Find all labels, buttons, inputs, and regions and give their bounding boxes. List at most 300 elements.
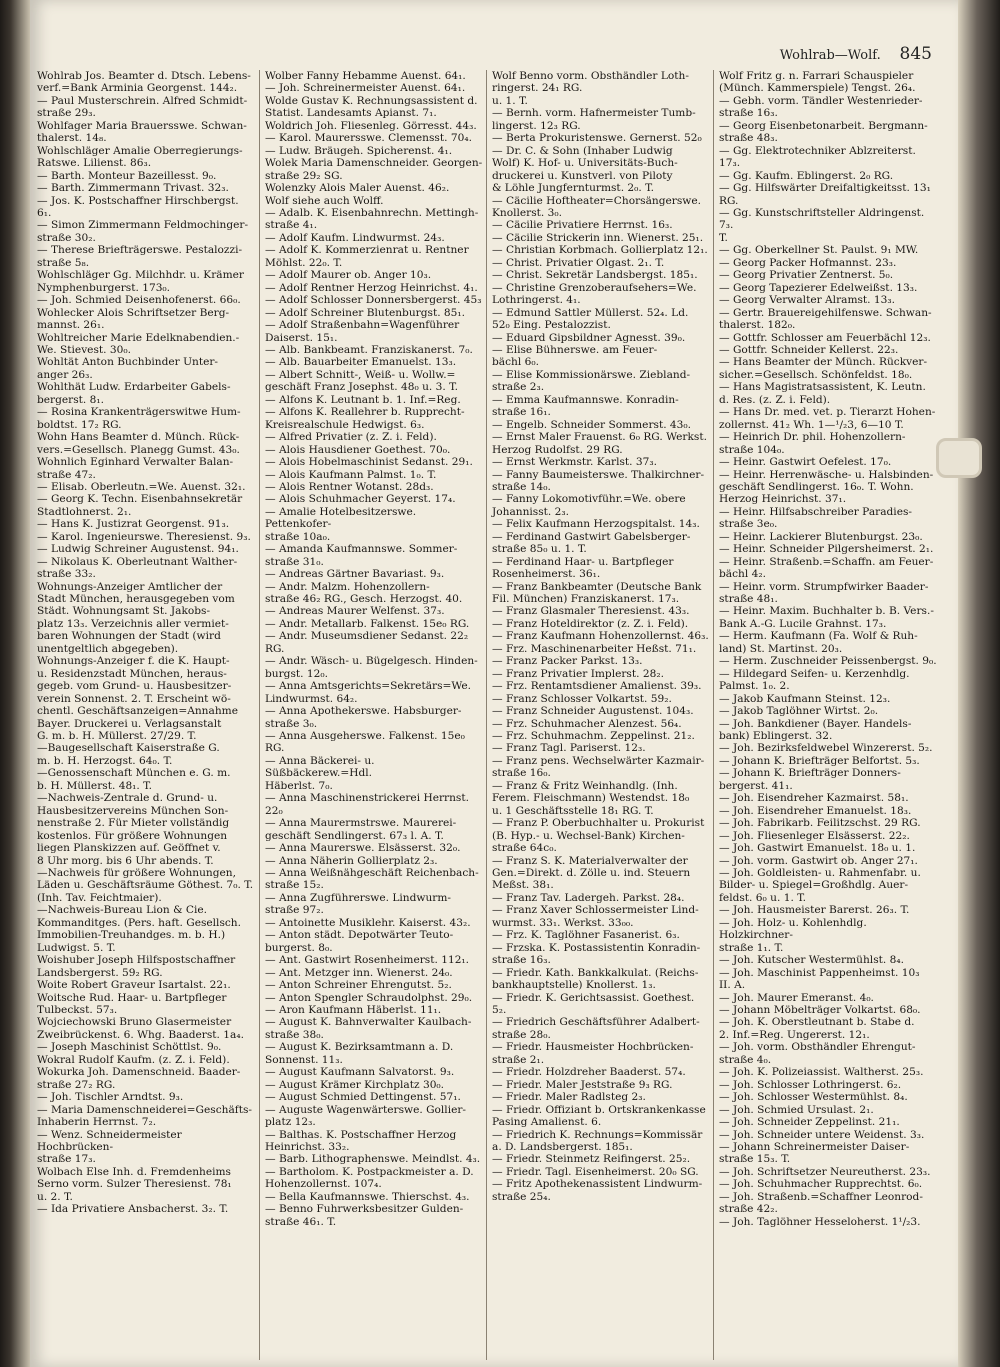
- directory-line: Herzog Rudolfst. 29 RG.: [492, 443, 623, 456]
- directory-line: Wolek Maria Damenschneider. Georgen-: [265, 157, 483, 170]
- directory-line: — Franz Tagl. Pariserst. 12₃.: [492, 742, 646, 755]
- directory-line: 52₀ Eing. Pestalozzist.: [492, 319, 611, 332]
- directory-line: — Friedr. Steinmetz Reifingerst. 25₂.: [492, 1153, 691, 1166]
- directory-line: Wojciechowski Bruno Glasermeister: [37, 1016, 232, 1029]
- directory-line: — Hans Beamter der Münch. Rückver-: [719, 356, 928, 369]
- directory-line: Wokurka Joh. Damenschneid. Baader-: [37, 1066, 241, 1079]
- directory-line: — Heinrich Dr. phil. Hohenzollern-: [719, 431, 906, 444]
- directory-line: — Adalb. K. Eisenbahnrechn. Mettingh-: [265, 206, 479, 219]
- directory-line: — Anna Weißnähgeschäft Reichenbach-: [265, 867, 479, 879]
- directory-line: straße 42₂.: [719, 1203, 778, 1216]
- directory-line: geschäft Sendlingerst. 67₃ l. A. T.: [265, 829, 444, 842]
- directory-line: — Bernh. vorm. Hafnermeister Tumb-: [492, 107, 696, 120]
- directory-line: Meßst. 38₁.: [492, 879, 554, 892]
- directory-line: — Cäcilie Privatiere Herrnst. 16₃.: [492, 219, 673, 232]
- directory-line: — Anton Spengler Schraudolphst. 29₀.: [265, 991, 473, 1004]
- directory-line: — Barth. Zimmermann Trivast. 32₃.: [37, 182, 229, 195]
- directory-line: druckerei u. Kunstverl. von Piloty: [492, 169, 673, 182]
- directory-line: straße 30₂.: [37, 231, 96, 244]
- directory-line: Wohlecker Alois Schriftsetzer Berg-: [37, 306, 230, 319]
- directory-line: Läden u. Geschäftsräume Göthest. 7₀. T.: [37, 879, 254, 892]
- directory-line: Bayer. Druckerei u. Verlagsanstalt: [37, 717, 222, 730]
- directory-line: & Löhle Jungfernturmst. 2₀. T.: [492, 182, 655, 195]
- directory-line: Johannisst. 2₃.: [492, 505, 570, 518]
- directory-line: — Joh. Schmied Deisenhofenerst. 66₀.: [37, 294, 241, 307]
- directory-line: — Alb. Bauarbeiter Emanuelst. 13₃.: [265, 356, 457, 369]
- directory-line: — Anna Näherin Gollierplatz 2₃.: [265, 854, 438, 867]
- directory-line: — Georg Privatier Zentnerst. 5₀.: [719, 269, 894, 282]
- directory-line: — Gottfr. Schneider Kellerst. 22₃.: [719, 343, 899, 356]
- directory-line: — Franz Hoteldirektor (z. Z. i. Feld).: [492, 617, 689, 630]
- column-3: [486, 70, 713, 1360]
- directory-line: — Gebh. vorm. Tändler Westenrieder-: [719, 94, 923, 107]
- directory-line: — Fritz Apothekenassistent Lindwurm-: [492, 1178, 703, 1191]
- directory-line: — Simon Zimmermann Feldmochinger-: [37, 219, 249, 232]
- directory-line: — Ferdinand Haar- u. Bartpfleger: [492, 555, 674, 568]
- directory-line: nenstraße 2. Für Mieter vollständig: [37, 817, 230, 830]
- directory-line: — Heinr. Straßenb.=Schaffn. am Feuer-: [719, 555, 934, 568]
- directory-line: Woitsche Rud. Haar- u. Bartpfleger: [37, 991, 227, 1004]
- directory-line: — Franz Bankbeamter (Deutsche Bank: [492, 580, 702, 593]
- directory-line: — Frz. K. Taglöhner Fasanerist. 6₃.: [492, 929, 680, 942]
- directory-line: — Joh. K. Polizeiassist. Waltherst. 25₃.: [719, 1066, 924, 1079]
- directory-line: Ratswe. Lilienst. 86₃.: [37, 157, 152, 170]
- directory-line: burgst. 12₀.: [265, 667, 328, 680]
- directory-line: zollernst. 41₂ Wh. 1—¹/₂3, 6—10 T.: [719, 418, 904, 431]
- directory-line: straße 1₁. T.: [719, 941, 784, 954]
- directory-line: straße 16₃.: [492, 954, 551, 967]
- directory-line: — Friedr. Maler Radlsteg 2₃.: [492, 1091, 646, 1104]
- directory-line: — Bella Kaufmannswe. Thierschst. 4₃.: [265, 1190, 470, 1203]
- directory-line: — Heinr. Maxim. Buchhalter b. B. Vers.-: [719, 605, 934, 618]
- directory-line: straße 2₃.: [492, 381, 545, 394]
- directory-line: straße 47₂.: [37, 468, 96, 481]
- directory-line: Woite Robert Graveur Isartalst. 22₁.: [37, 979, 231, 992]
- directory-line: — Fanny Baumeisterswe. Thalkirchner-: [492, 468, 705, 481]
- directory-line: Wolf Benno vorm. Obsthändler Loth-: [492, 70, 689, 82]
- directory-line: land) St. Martinst. 20₃.: [719, 642, 843, 655]
- directory-line: — Barb. Lithographenswe. Meindlst. 4₃.: [265, 1153, 481, 1166]
- directory-line: Stadtlohnerst. 2₁.: [37, 505, 132, 518]
- directory-line: — Gg. Oberkellner St. Paulst. 9₁ MW.: [719, 244, 919, 257]
- page-fore-edge: [958, 0, 1000, 1367]
- directory-line: straße 16₀.: [492, 767, 551, 780]
- directory-line: — Joh. Schneider Zeppelinst. 21₁.: [719, 1116, 900, 1129]
- directory-line: — Andr. Metallarb. Falkenst. 15e₀ RG.: [265, 617, 470, 630]
- directory-line: —Baugesellschaft Kaiserstraße G.: [37, 742, 220, 755]
- running-head: Wohlrab—Wolf.: [779, 48, 881, 63]
- directory-line: RG.: [719, 194, 739, 207]
- directory-line: straße 27₂ RG.: [37, 1078, 116, 1091]
- directory-line: — Friedr. Hausmeister Hochbrücken-: [492, 1041, 694, 1054]
- directory-line: — Edmund Sattler Müllerst. 52₄. Ld.: [492, 306, 689, 319]
- directory-line: — Franz pens. Wechselwärter Kazmair-: [492, 754, 705, 767]
- directory-line: — Adolf K. Kommerzienrat u. Rentner: [265, 244, 469, 257]
- directory-line: — Andreas Gärtner Bavariast. 9₃.: [265, 568, 445, 581]
- directory-line: — Adolf Rentner Herzog Heinrichst. 4₁.: [265, 281, 478, 294]
- directory-line: straße 48₁.: [719, 593, 778, 606]
- directory-line: —Nachweis-Bureau Lion & Cie.: [37, 904, 208, 917]
- directory-line: Woishuber Joseph Hilfspostschaffner: [37, 954, 236, 967]
- directory-line: — Herm. Kaufmann (Fa. Wolf & Ruh-: [719, 630, 918, 643]
- directory-line: — Anna Amtsgerichts=Sekretärs=We.: [265, 680, 472, 693]
- directory-line: G. m. b. H. Müllerst. 27/29. T.: [37, 730, 197, 743]
- directory-line: — Georg Packer Hofmannst. 23₃.: [719, 256, 897, 269]
- directory-line: RG.: [265, 642, 285, 655]
- directory-line: — Joh. vorm. Gastwirt ob. Anger 27₁.: [719, 854, 918, 867]
- directory-columns: [32, 70, 940, 1360]
- directory-line: — Ludwig Schreiner Augustenst. 94₁.: [37, 543, 239, 556]
- directory-line: — Joh. Goldleisten- u. Rahmenfabr. u.: [719, 867, 921, 879]
- directory-line: — Frzska. K. Postassistentin Konradin-: [492, 941, 701, 954]
- directory-line: 8 Uhr morg. bis 6 Uhr abends. T.: [37, 854, 214, 867]
- directory-line: Wohn Hans Beamter d. Münch. Rück-: [37, 431, 240, 444]
- directory-line: u. 1 Geschäftsstelle 18₁ RG. T.: [492, 804, 654, 817]
- directory-line: Wohnlich Eginhard Verwalter Balan-: [37, 456, 234, 469]
- directory-line: 2. Inf.=Reg. Ungererst. 12₁.: [719, 1028, 870, 1041]
- directory-line: Wolenzky Alois Maler Auenst. 46₂.: [265, 182, 450, 195]
- directory-line: boldtst. 17₂ RG.: [37, 418, 122, 431]
- directory-line: — Albert Schnitt-, Weiß- u. Wollw.=: [265, 368, 456, 381]
- directory-line: straße 16₁.: [492, 406, 551, 419]
- directory-line: bächl 4₂.: [719, 568, 766, 581]
- directory-line: — Johann Möbelträger Volkartst. 68₀.: [719, 1003, 921, 1016]
- directory-line: — Aron Kaufmann Häberlst. 11₁.: [265, 1003, 442, 1016]
- directory-line: straße 10a₀.: [265, 530, 331, 543]
- directory-line: wurmst. 33₁. Werkst. 33₀₀.: [492, 916, 634, 929]
- directory-line: — Jos. K. Postschaffner Hirschbergst. 6₁.: [37, 194, 239, 219]
- directory-line: Bank A.-G. Lucile Grahnst. 17₃.: [719, 617, 887, 630]
- directory-line: — Therese Briefträgerswe. Pestalozzi-: [37, 244, 243, 257]
- directory-line: Tulbeckst. 57₃.: [37, 1003, 118, 1016]
- directory-line: — Johann K. Briefträger Donners-: [719, 767, 901, 780]
- directory-line: platz 12₃.: [265, 1116, 316, 1129]
- column-4: [713, 70, 940, 1360]
- directory-line: — Anton Schreiner Ehrengutst. 5₂.: [265, 979, 452, 992]
- directory-line: — Friedr. Tagl. Eisenheimerst. 20₀ SG.: [492, 1165, 699, 1178]
- directory-line: bankhauptstelle) Knollerst. 1₃.: [492, 979, 656, 992]
- directory-line: straße 2₁.: [492, 1053, 545, 1066]
- directory-line: — Anton städt. Depotwärter Teuto-: [265, 929, 454, 942]
- directory-line: straße 48₃.: [719, 132, 778, 145]
- directory-line: Wohlrab Jos. Beamter d. Dtsch. Lebens-: [37, 70, 251, 82]
- directory-line: — Hans Dr. med. vet. p. Tierarzt Hohen-: [719, 406, 936, 419]
- directory-line: — Heinr. vorm. Strumpfwirker Baader-: [719, 580, 929, 593]
- directory-line: Wolbach Else Inh. d. Fremdenheims: [37, 1165, 231, 1178]
- directory-line: (Münch. Kammerspiele) Tengst. 26₄.: [719, 82, 916, 95]
- directory-line: Wolf Fritz g. n. Farrari Schauspieler: [719, 70, 914, 82]
- directory-line: — Jakob Taglöhner Wirtst. 2₀.: [719, 705, 879, 718]
- directory-line: — Emma Kaufmannswe. Konradin-: [492, 393, 679, 406]
- directory-page: [30, 0, 958, 1367]
- directory-line: — Joh. Schreinermeister Auenst. 64₁.: [265, 82, 466, 95]
- directory-line: — Georg Verwalter Alramst. 13₃.: [719, 294, 896, 307]
- directory-line: — Ida Privatiere Ansbacherst. 3₂. T.: [37, 1203, 229, 1216]
- directory-line: unentgeltlich abgegeben).: [37, 642, 179, 655]
- directory-line: — Elisab. Oberleutn.=We. Auenst. 32₁.: [37, 480, 246, 493]
- directory-line: — Benno Fuhrwerksbesitzer Gulden-: [265, 1203, 464, 1216]
- directory-line: — Frz. Schuhmacher Alenzest. 56₄.: [492, 717, 682, 730]
- directory-line: — Friedr. Offiziant b. Ortskrankenkasse: [492, 1103, 706, 1116]
- directory-line: — Elise Kommissionärswe. Ziebland-: [492, 368, 691, 381]
- directory-line: gegeb. vom Grund- u. Hausbesitzer-: [37, 680, 232, 693]
- directory-line: — Jakob Kaufmann Steinst. 12₃.: [719, 692, 891, 705]
- directory-line: sicher.=Gesellsch. Schönfeldst. 18₀.: [719, 368, 913, 381]
- directory-line: — Andr. Wäsch- u. Bügelgesch. Hinden-: [265, 655, 478, 668]
- directory-line: — Heinr. Schneider Pilgersheimerst. 2₁.: [719, 543, 934, 556]
- directory-line: Zweibrückenst. 6. Whg. Baaderst. 1a₄.: [37, 1028, 244, 1041]
- directory-line: — Franz Packer Parkst. 13₃.: [492, 655, 643, 668]
- directory-line: lingerst. 12₃ RG.: [492, 119, 581, 132]
- directory-line: Stadt München, herausgegeben vom: [37, 593, 235, 606]
- directory-line: — Franz Schlosser Volkartst. 59₂.: [492, 692, 672, 705]
- directory-line: — Ant. Gastwirt Rosenheimerst. 112₁.: [265, 954, 470, 967]
- directory-line: u. Residenzstadt München, heraus-: [37, 667, 227, 680]
- directory-line: straße 97₂.: [265, 904, 324, 917]
- directory-line: — Franz S. K. Materialverwalter der: [492, 854, 688, 867]
- directory-line: — Friedr. Holzdreher Baaderst. 57₄.: [492, 1066, 686, 1079]
- directory-line: — Bartholom. K. Postpackmeister a. D.: [265, 1165, 474, 1178]
- directory-line: — Gg. Elektrotechniker Ablzreiterst. 17₃.: [719, 144, 916, 170]
- directory-line: — Anna Maurermstrswe. Maurerei-: [265, 817, 457, 830]
- directory-line: — Karol. Ingenieurswe. Theresienst. 9₃.: [37, 530, 251, 543]
- directory-line: Bilder- u. Spiegel=Großhdlg. Auer-: [719, 879, 909, 892]
- directory-line: thalerst. 14₈.: [37, 132, 107, 145]
- directory-line: straße 16₃.: [719, 107, 778, 120]
- directory-line: bank) Eblingerst. 32.: [719, 730, 833, 743]
- directory-line: kostenlos. Für größere Wohnungen: [37, 829, 228, 842]
- directory-line: Gen.=Direkt. d. Zölle u. ind. Steuern: [492, 867, 691, 879]
- directory-line: — Joh. Holz- u. Kohlenhdlg. Holzkirchner-: [719, 916, 867, 942]
- directory-line: Wohlschläger Amalie Oberregierungs-: [37, 144, 243, 157]
- directory-line: — Friedrich K. Rechnungs=Kommissär: [492, 1128, 703, 1141]
- directory-line: — Hans Magistratsassistent, K. Leutn.: [719, 381, 926, 394]
- directory-line: — Rosina Krankenträgerswitwe Hum-: [37, 406, 241, 419]
- directory-line: Häberlst. 7₀.: [265, 779, 333, 792]
- directory-line: — Cäcilie Strickerin inn. Wienerst. 25₁.: [492, 231, 704, 244]
- directory-line: — Alb. Bankbeamt. Franziskanerst. 7₀.: [265, 343, 473, 356]
- directory-line: Daiserst. 15₁.: [265, 331, 338, 344]
- directory-line: — Anna Apothekerswe. Habsburger-: [265, 705, 462, 718]
- directory-line: — Anna Ausgeherswe. Falkenst. 15e₀: [265, 730, 465, 743]
- directory-line: Ferem. Fleischmann) Westendst. 18₀: [492, 792, 690, 805]
- directory-line: — Dr. C. & Sohn (Inhaber Ludwig: [492, 144, 673, 157]
- directory-line: — Joh. Tischler Arndtst. 9₃.: [37, 1091, 184, 1104]
- directory-line: — Joh. Maschinist Pappenheimst. 10₃: [719, 966, 920, 979]
- directory-line: Sonnenst. 11₃.: [265, 1053, 343, 1066]
- directory-line: Kreisrealschule Hedwigst. 6₃.: [265, 418, 425, 431]
- directory-line: — Adolf Maurer ob. Anger 10₃.: [265, 269, 432, 282]
- thumb-index-tab: [936, 438, 982, 478]
- directory-line: d. Res. (z. Z. i. Feld).: [719, 393, 831, 406]
- directory-line: Wolde Gustav K. Rechnungsassistent d.: [265, 94, 478, 107]
- directory-line: — Anna Bäckerei- u. Süßbäckerew.=Hdl.: [265, 754, 375, 780]
- directory-line: — Joh. Schmied Ursulast. 2₁.: [719, 1103, 874, 1116]
- directory-line: — Alois Kaufmann Palmst. 1₀. T.: [265, 468, 437, 481]
- directory-line: — Friedr. Kath. Bankkalkulat. (Reichs-: [492, 966, 699, 979]
- directory-line: — Alois Schuhmacher Geyerst. 17₄.: [265, 493, 456, 506]
- directory-line: straße 85₀ u. 1. T.: [492, 543, 587, 556]
- directory-line: Nymphenburgerst. 173₀.: [37, 281, 171, 294]
- directory-line: geschäft Franz Josephst. 48₀ u. 3. T.: [265, 381, 458, 394]
- directory-line: —Genossenschaft München e. G. m.: [37, 767, 231, 780]
- directory-line: Wolf) K. Hof- u. Universitäts-Buch-: [492, 157, 678, 170]
- directory-line: straße 29₂ SG.: [265, 169, 343, 182]
- directory-line: — Paul Musterschrein. Alfred Schmidt-: [37, 94, 248, 107]
- directory-line: — Herm. Zuschneider Peissenbergst. 9₀.: [719, 655, 937, 668]
- directory-line: straße 4₁.: [265, 219, 318, 232]
- directory-line: — Joh. Schuhmacher Rupprechtst. 6₀.: [719, 1178, 923, 1191]
- directory-line: — Franz Glasmaler Theresienst. 43₃.: [492, 605, 690, 618]
- directory-line: — Adolf Kaufm. Lindwurmst. 24₃.: [265, 231, 445, 244]
- directory-line: — Andreas Maurer Welfenst. 37₃.: [265, 605, 445, 618]
- directory-line: — Joseph Maschinist Schöttlst. 9₀.: [37, 1041, 222, 1054]
- directory-line: platz 13₃. Verzeichnis aller vermiet-: [37, 617, 229, 630]
- directory-line: — Johann K. Briefträger Belfortst. 5₃.: [719, 754, 920, 767]
- directory-line: Lothringerst. 4₁.: [492, 294, 581, 307]
- directory-line: ringerst. 24₁ RG.: [492, 82, 583, 95]
- directory-line: — Ernst Maler Frauenst. 6₀ RG. Werkst.: [492, 431, 707, 444]
- directory-line: straße 17₃.: [37, 1153, 96, 1166]
- directory-line: — Berta Prokuristenswe. Gernerst. 52₀: [492, 132, 702, 145]
- directory-line: thalerst. 182₀.: [719, 319, 796, 332]
- directory-line: — Johann Schreinermeister Daiser-: [719, 1140, 910, 1153]
- directory-line: Herzog Heinrichst. 37₁.: [719, 493, 847, 506]
- directory-line: — Joh. Bezirksfeldwebel Winzererst. 5₂.: [719, 742, 933, 755]
- directory-line: — Alois Rentner Wotanst. 28d₃.: [265, 480, 434, 493]
- directory-line: — Ludw. Bräugeh. Spicherenst. 4₁.: [265, 144, 453, 157]
- directory-line: — Alois Hausdiener Goethest. 70₀.: [265, 443, 451, 456]
- directory-line: Möhlst. 22₀. T.: [265, 256, 343, 269]
- directory-line: — Joh. Schriftsetzer Neureutherst. 23₃.: [719, 1165, 931, 1178]
- directory-line: — Heinr. Herrenwäsche- u. Halsbinden-: [719, 468, 934, 481]
- directory-line: Knollerst. 3₀.: [492, 206, 563, 219]
- directory-line: — Eduard Gipsbildner Agnesst. 39₀.: [492, 331, 686, 344]
- directory-line: — Amalie Hotelbesitzerswe. Pettenkofer-: [265, 505, 417, 531]
- directory-line: straße 31₀.: [265, 555, 324, 568]
- directory-line: — Georg Eisenbetonarbeit. Bergmann-: [719, 119, 928, 132]
- directory-line: — Felix Kaufmann Herzogspitalst. 14₃.: [492, 518, 700, 531]
- directory-line: — Adolf Schreiner Blutenburgst. 85₁.: [265, 306, 466, 319]
- directory-line: — Anna Maurerswe. Elsässerst. 32₀.: [265, 842, 461, 855]
- directory-line: (Inh. Tav. Feichtmaier).: [37, 891, 162, 904]
- directory-line: Palmst. 1₀. 2.: [719, 680, 790, 693]
- directory-line: — Wenz. Schneidermeister Hochbrücken-: [37, 1128, 182, 1153]
- directory-line: chentl. Geschäftsanzeigen=Annahme: [37, 705, 238, 718]
- directory-line: — Franz Xaver Schlossermeister Lind-: [492, 904, 699, 917]
- directory-line: — Adolf Straßenbahn=Wagenführer: [265, 319, 460, 332]
- directory-line: Kommanditges. (Pers. haft. Gesellsch.: [37, 916, 242, 929]
- directory-line: — Barth. Monteur Bazeillesst. 9₀.: [37, 169, 217, 182]
- directory-line: Wohltreicher Marie Edelknabendien.-: [37, 331, 240, 344]
- directory-line: —Nachweis-Zentrale d. Grund- u.: [37, 792, 218, 805]
- directory-line: Hohenzollernst. 107₄.: [265, 1178, 382, 1191]
- directory-line: — Joh. Bankdiener (Bayer. Handels-: [719, 717, 912, 730]
- directory-line: burgerst. 8₀.: [265, 941, 333, 954]
- directory-line: — Gg. Hilfswärter Dreifaltigkeitsst. 13₁: [719, 182, 931, 195]
- directory-line: straße 29₃.: [37, 107, 96, 120]
- directory-line: —Nachweis für größere Wohnungen,: [37, 867, 236, 879]
- directory-line: — Heinr. Gastwirt Oefelest. 17₀.: [719, 456, 892, 469]
- directory-line: — Karol. Maurersswe. Clemensst. 70₄.: [265, 132, 472, 145]
- directory-line: verf.=Bank Arminia Georgenst. 144₂.: [37, 82, 238, 95]
- directory-line: — Alfons K. Leutnant b. 1. Inf.=Reg.: [265, 393, 461, 406]
- directory-line: RG.: [265, 742, 285, 755]
- directory-line: bächl 6₀.: [492, 356, 539, 369]
- directory-line: a. D. Landsbergerst. 185₁.: [492, 1140, 633, 1153]
- directory-line: — Joh. Fliesenleger Elsässerst. 22₂.: [719, 829, 910, 842]
- directory-line: — Frz. Rentamtsdiener Amalienst. 39₃.: [492, 680, 702, 693]
- directory-line: geschäft Sendlingerst. 16₀. T. Wohn.: [719, 480, 914, 493]
- directory-line: Wolf siehe auch Wolff.: [265, 194, 384, 207]
- column-2: [259, 70, 486, 1360]
- directory-line: — August Krämer Kirchplatz 30₀.: [265, 1078, 445, 1091]
- directory-line: straße 64c₀.: [492, 842, 557, 855]
- directory-line: Rosenheimerst. 36₁.: [492, 568, 601, 581]
- directory-line: — Joh. Eisendreher Emanuelst. 18₃.: [719, 804, 912, 817]
- directory-line: — Joh. Taglöhner Hesseloherst. 1¹/₂3.: [719, 1215, 921, 1228]
- directory-line: — Christ. Privatier Olgast. 2₁. T.: [492, 256, 665, 269]
- page-number: 845: [899, 44, 932, 64]
- directory-line: II. A.: [719, 979, 746, 992]
- directory-line: Wohlschläger Gg. Milchhdr. u. Krämer: [37, 269, 244, 282]
- directory-line: straße 15₂.: [265, 879, 324, 892]
- directory-line: Wokral Rudolf Kaufm. (z. Z. i. Feld).: [37, 1053, 230, 1066]
- directory-line: — Joh. Maurer Emeranst. 4₀.: [719, 991, 874, 1004]
- directory-line: Ludwigst. 5. T.: [37, 941, 116, 954]
- directory-line: Wolber Fanny Hebamme Auenst. 64₁.: [265, 70, 466, 82]
- binding-edge: [0, 0, 30, 1367]
- directory-line: — Heinr. Hilfsabschreiber Paradies-: [719, 505, 912, 518]
- directory-line: — Hans K. Justizrat Georgenst. 91₃.: [37, 518, 230, 531]
- directory-line: straße 28₀.: [492, 1028, 551, 1041]
- directory-line: Statist. Landesamts Apianst. 7₁.: [265, 107, 437, 120]
- directory-line: straße 4₀.: [719, 1053, 772, 1066]
- directory-line: — Alfons K. Reallehrer b. Rupprecht-: [265, 406, 465, 419]
- directory-line: — Nikolaus K. Oberleutnant Walther-: [37, 555, 238, 568]
- directory-line: — Friedr. Maler Jeststraße 9₃ RG.: [492, 1078, 673, 1091]
- directory-line: — Joh. Hausmeister Barerst. 26₃. T.: [719, 904, 910, 917]
- directory-line: — Joh. Fabrikarb. Feilitzschst. 29 RG.: [719, 817, 921, 830]
- directory-line: u. 1. T.: [492, 94, 528, 107]
- directory-line: — Joh. Kutscher Westermühlst. 8₄.: [719, 954, 904, 967]
- directory-line: straße 38₀.: [265, 1028, 324, 1041]
- directory-line: Pasing Amalienst. 6.: [492, 1116, 602, 1129]
- directory-line: straße 46₁. T.: [265, 1215, 337, 1228]
- directory-line: — Anna Maschinenstrickerei Herrnst. 22₀: [265, 792, 469, 817]
- directory-line: — Joh. Straßenb.=Schaffner Leonrod-: [719, 1190, 923, 1203]
- directory-line: straße 46₂ RG., Gesch. Herzogst. 40.: [265, 593, 463, 606]
- directory-line: liegen Planskizzen auf. Geöffnet v.: [37, 842, 221, 855]
- directory-line: baren Wohnungen der Stadt (wird: [37, 630, 221, 643]
- directory-line: — Antoinette Musiklehr. Kaiserst. 43₂.: [265, 916, 471, 929]
- directory-line: — Balthas. K. Postschaffner Herzog: [265, 1128, 457, 1141]
- directory-line: — August Schmied Dettingenst. 57₁.: [265, 1091, 461, 1104]
- directory-line: straße 3e₀.: [719, 518, 778, 531]
- directory-line: Städt. Wohnungsamt St. Jakobs-: [37, 605, 211, 618]
- directory-line: Wohnungs-Anzeiger Amtlicher der: [37, 580, 223, 593]
- directory-line: Fil. München) Franziskanerst. 17₃.: [492, 593, 680, 606]
- directory-line: bergerst. 8₁.: [37, 393, 105, 406]
- directory-line: — Amanda Kaufmannswe. Sommer-: [265, 543, 458, 556]
- directory-line: — Joh. Gastwirt Emanuelst. 18₀ u. 1.: [719, 842, 916, 855]
- directory-line: — Christian Korbmach. Gollierplatz 12₁.: [492, 244, 708, 257]
- directory-line: straße 14₀.: [492, 480, 551, 493]
- directory-line: — August K. Bezirksamtmann a. D.: [265, 1041, 454, 1054]
- directory-line: — Friedr. K. Gerichtsassist. Goethest. 5₂.: [492, 991, 695, 1016]
- directory-line: Wohltät Anton Buchbinder Unter-: [37, 356, 219, 369]
- directory-line: verein Sonnenst. 2. T. Erscheint wö-: [37, 692, 231, 705]
